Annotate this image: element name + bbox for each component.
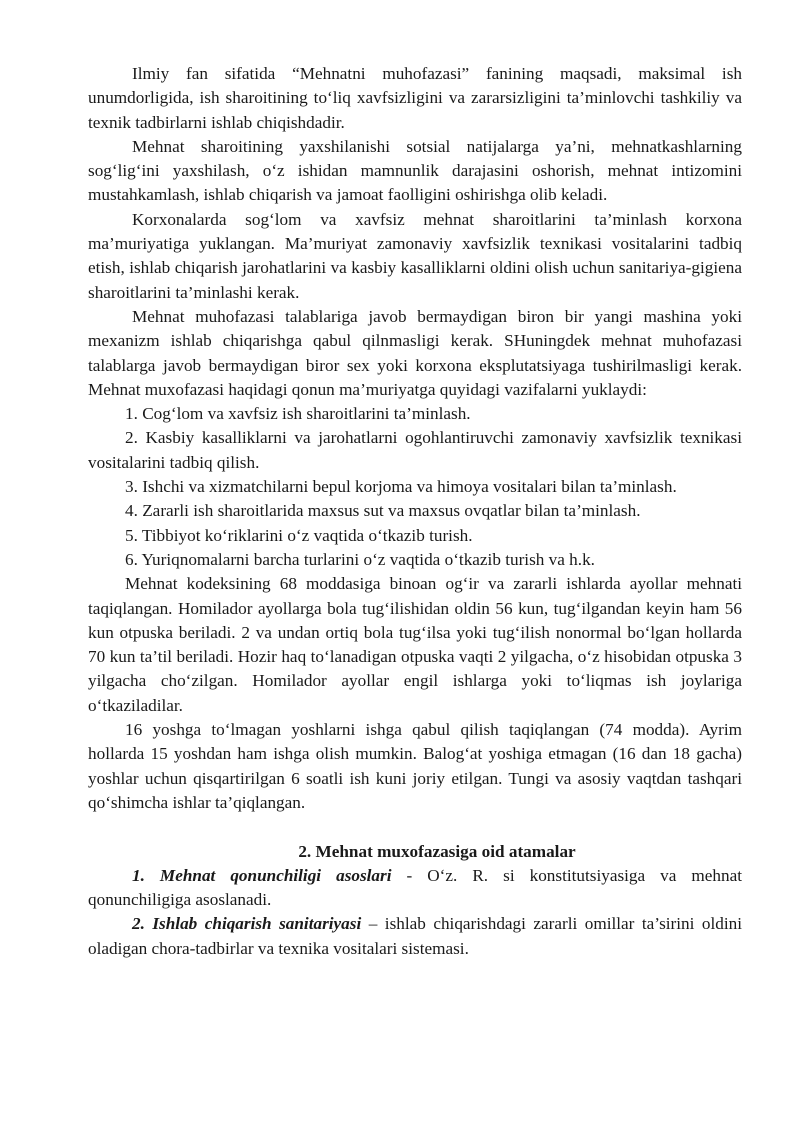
paragraph-working-conditions: Mehnat sharoitining yaxshilanishi sotsial natijalarga ya’ni, mehnatkashlarning sog‘lig‘ini yaxshilash, o‘z ishidan mamnunlik darajasini oshorish, mehnat intizomini mustahkamlash, ishlab chiqarish va jamoat faolligini oshirishga olib keladi. [88, 136, 742, 205]
term-definition [88, 912, 742, 961]
term-text: – ishlab chiqarishdagi zararli omillar ta’sirini oldini oladigan chora-tadbirlar va texnika vositalari sistemasi. [88, 914, 742, 958]
term-text: - O‘z. R. si konstitutsiyasiga va mehnat qonunchiligiga asoslanadi. [88, 865, 743, 910]
section-heading: 2. Mehnat muxofazasiga oid atamalar [298, 841, 576, 861]
paragraph-women-labor: Mehnat kodeksining 68 moddasiga binoan og‘ir va zararli ishlarda ayollar mehnati taqiqlangan. Homilador ayollarga bola tug‘ilishidan oldin 56 kun, tug‘ilgandan keyin ham 56 kun otpuska beriladi. 2 va undan ortiq bola tug‘ilsa yoki tug‘ilish nonormal bo‘lgan hollarda 70 kun ta’til beriladi. Hozir haq to‘lanadigan otpuska vaqti 2 yilgacha, o‘z hisobidan otpuska 3 yilgacha cho‘zilgan. Homilador ayollar engil ishlarga yoki to‘liqmas ish joylariga o‘tkaziladilar. [88, 574, 742, 715]
term-name: 1. Mehnat qonunchiligi asoslari [132, 865, 392, 885]
document-page [88, 62, 742, 961]
list-item: 1. Cog‘lom va xavfsiz ish sharoitlarini ta’minlash. [125, 404, 471, 424]
paragraph-requirements: Mehnat muhofazasi talablariga javob bermaydigan biron bir yangi mashina yoki mexanizm ishlab chiqarishga qabul qilnmasligi kerak. SHuningdek mehnat muhofazasi talablarga javob bermaydigan biror sex yoki korxona eksplutatsiyaga tushirilmasligi kerak. Mehnat muxofazasi haqidagi qonun ma’muriyatga quyidagi vazifalarni yuklaydi: [88, 306, 742, 399]
term-definition [88, 864, 742, 913]
list-item: 6. Yuriqnomalarni barcha turlarini o‘z vaqtida o‘tkazib turish va h.k. [125, 549, 595, 569]
paragraph-purpose: Ilmiy fan sifatida “Mehnatni muhofazasi” fanining maqsadi, maksimal ish unumdorligida, ish sharoitining to‘liq xavfsizligini va zararsizligini ta’minlovchi tashkiliy va texnik tadbirlarni ishlab chiqishdadir. [88, 64, 742, 132]
list-item: 3. Ishchi va xizmatchilarni bepul korjoma va himoya vositalari bilan ta’minlash. [125, 477, 677, 497]
list-item: 2. Kasbiy kasalliklarni va jarohatlarni ogohlantiruvchi zamonaviy xavfsizlik texnikasi vositalarini tadbiq qilish. [88, 428, 742, 472]
paragraph-youth-labor: 16 yoshga to‘lmagan yoshlarni ishga qabul qilish taqiqlangan (74 modda). Ayrim hollarda 15 yoshdan ham ishga olish mumkin. Balog‘at yoshiga etmagan (16 dan 18 gacha) yoshlar uchun qisqartirilgan 6 soatli ish kuni joriy etilgan. Tungi va asosiy vaqtdan tashqari qo‘shimcha ishlar ta’qiqlangan. [88, 720, 742, 812]
list-item: 5. Tibbiyot ko‘riklarini o‘z vaqtida o‘tkazib turish. [125, 525, 473, 545]
list-item: 4. Zararli ish sharoitlarida maxsus sut va maxsus ovqatlar bilan ta’minlash. [125, 501, 641, 521]
term-name: 2. Ishlab chiqarish sanitariyasi [132, 914, 362, 934]
paragraph-administration: Korxonalarda sog‘lom va xavfsiz mehnat sharoitlarini ta’minlash korxona ma’muriyatiga yuklangan. Ma’muriyat zamonaviy xavfsizlik texnikasi vositalarini tadbiq etish, ishlab chiqarish jarohatlarini va kasbiy kasalliklarni oldini olish uchun sanitariya-gigiena sharoitlarini ta’minlashi kerak. [88, 209, 742, 302]
